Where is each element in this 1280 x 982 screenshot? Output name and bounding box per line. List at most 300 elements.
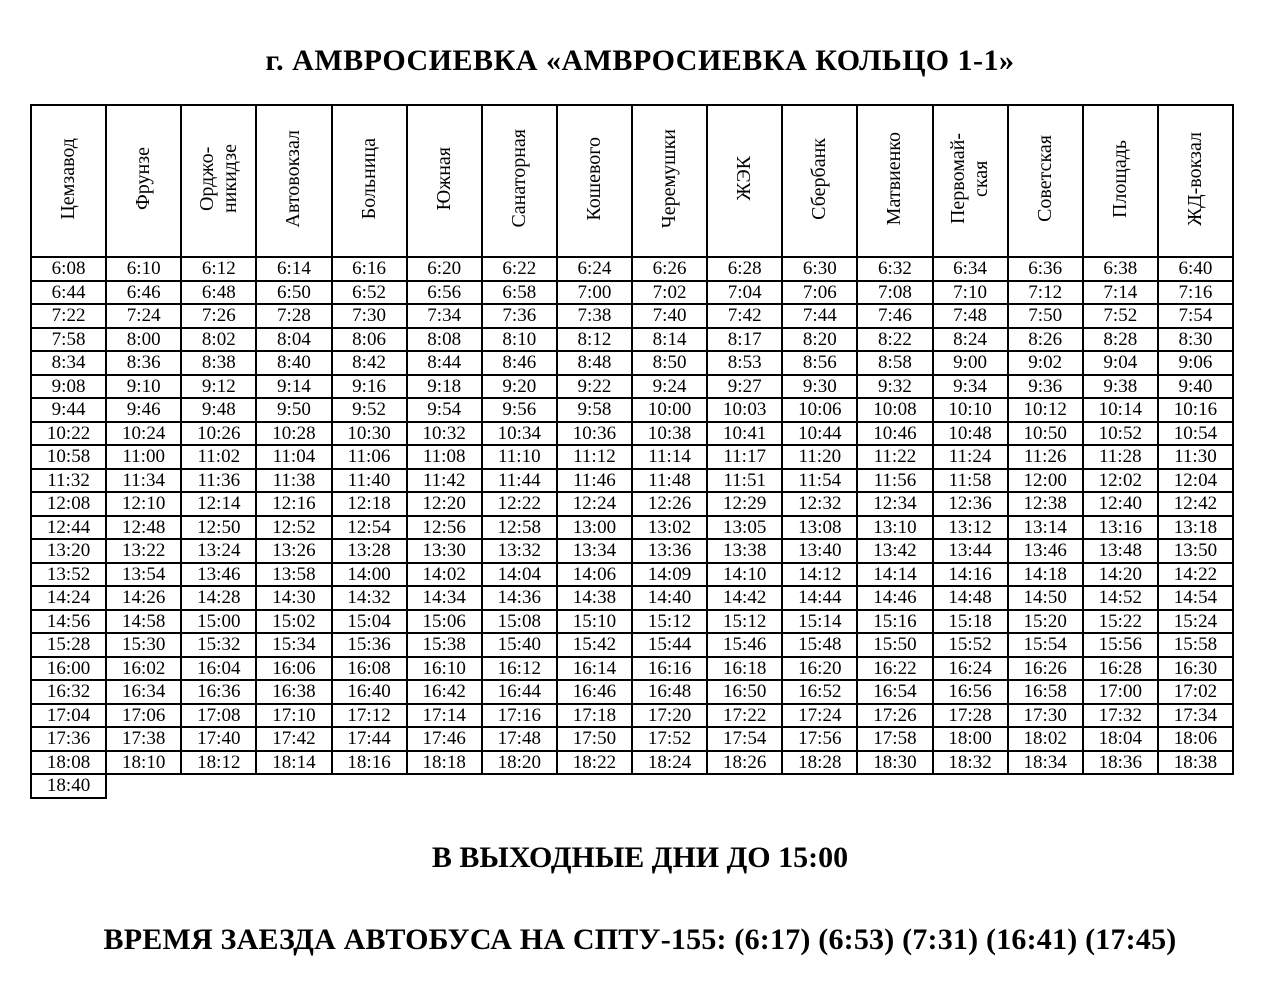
time-cell: 17:26 — [857, 704, 932, 728]
column-header — [482, 105, 557, 257]
time-cell: 12:18 — [332, 492, 407, 516]
time-cell: 14:20 — [1083, 563, 1158, 587]
table-row — [31, 422, 1233, 446]
time-cell: 9:10 — [106, 375, 181, 399]
time-cell: 6:20 — [407, 257, 482, 281]
time-cell: 11:20 — [782, 445, 857, 469]
time-cell: 10:10 — [933, 398, 1008, 422]
empty-cell — [857, 774, 932, 798]
time-cell: 13:24 — [181, 539, 256, 563]
column-header — [332, 105, 407, 257]
time-cell: 7:26 — [181, 304, 256, 328]
time-cell: 10:32 — [407, 422, 482, 446]
time-cell: 17:14 — [407, 704, 482, 728]
column-header — [1083, 105, 1158, 257]
time-cell: 16:02 — [106, 657, 181, 681]
time-cell: 13:05 — [707, 516, 782, 540]
empty-cell — [1158, 774, 1233, 798]
time-cell: 15:42 — [557, 633, 632, 657]
time-cell: 8:26 — [1008, 328, 1083, 352]
time-cell: 18:10 — [106, 751, 181, 775]
time-cell: 10:03 — [707, 398, 782, 422]
time-cell: 17:22 — [707, 704, 782, 728]
column-header-label: Сбербанк — [808, 137, 831, 220]
empty-cell — [933, 774, 1008, 798]
table-row — [31, 563, 1233, 587]
time-cell: 15:38 — [407, 633, 482, 657]
time-cell: 12:34 — [857, 492, 932, 516]
column-header-label: ЖЭК — [733, 156, 756, 201]
time-cell: 9:30 — [782, 375, 857, 399]
time-cell: 10:12 — [1008, 398, 1083, 422]
time-cell: 18:08 — [31, 751, 106, 775]
table-row — [31, 351, 1233, 375]
time-cell: 11:48 — [632, 469, 707, 493]
time-cell: 16:50 — [707, 680, 782, 704]
time-cell: 11:40 — [332, 469, 407, 493]
column-header — [256, 105, 331, 257]
time-cell: 12:32 — [782, 492, 857, 516]
time-cell: 10:38 — [632, 422, 707, 446]
time-cell: 14:46 — [857, 586, 932, 610]
time-cell: 16:30 — [1158, 657, 1233, 681]
time-cell: 17:12 — [332, 704, 407, 728]
time-cell: 15:48 — [782, 633, 857, 657]
time-cell: 16:12 — [482, 657, 557, 681]
time-cell: 17:56 — [782, 727, 857, 751]
time-cell: 15:24 — [1158, 610, 1233, 634]
column-header — [857, 105, 932, 257]
time-cell: 8:10 — [482, 328, 557, 352]
time-cell: 17:48 — [482, 727, 557, 751]
time-cell: 9:18 — [407, 375, 482, 399]
time-cell: 6:16 — [332, 257, 407, 281]
time-cell: 7:04 — [707, 281, 782, 305]
time-cell: 8:12 — [557, 328, 632, 352]
time-cell: 11:32 — [31, 469, 106, 493]
time-cell: 6:10 — [106, 257, 181, 281]
time-cell: 14:12 — [782, 563, 857, 587]
time-cell: 10:24 — [106, 422, 181, 446]
time-cell: 15:34 — [256, 633, 331, 657]
time-cell: 13:54 — [106, 563, 181, 587]
time-cell: 18:14 — [256, 751, 331, 775]
time-cell: 16:52 — [782, 680, 857, 704]
time-cell: 13:30 — [407, 539, 482, 563]
time-cell: 17:18 — [557, 704, 632, 728]
time-cell: 17:34 — [1158, 704, 1233, 728]
time-cell: 16:16 — [632, 657, 707, 681]
time-cell: 9:52 — [332, 398, 407, 422]
time-cell: 9:06 — [1158, 351, 1233, 375]
column-header — [782, 105, 857, 257]
table-row — [31, 680, 1233, 704]
time-cell: 7:24 — [106, 304, 181, 328]
time-cell: 8:30 — [1158, 328, 1233, 352]
time-cell: 9:14 — [256, 375, 331, 399]
time-cell: 10:34 — [482, 422, 557, 446]
time-cell: 12:26 — [632, 492, 707, 516]
table-row — [31, 539, 1233, 563]
time-cell: 11:56 — [857, 469, 932, 493]
time-cell: 13:00 — [557, 516, 632, 540]
time-cell: 12:10 — [106, 492, 181, 516]
schedule-body — [31, 257, 1233, 798]
time-cell: 11:38 — [256, 469, 331, 493]
time-cell: 18:28 — [782, 751, 857, 775]
time-cell: 14:10 — [707, 563, 782, 587]
time-cell: 11:08 — [407, 445, 482, 469]
time-cell: 17:10 — [256, 704, 331, 728]
time-cell: 10:30 — [332, 422, 407, 446]
time-cell: 9:00 — [933, 351, 1008, 375]
time-cell: 7:42 — [707, 304, 782, 328]
time-cell: 8:50 — [632, 351, 707, 375]
time-cell: 11:10 — [482, 445, 557, 469]
time-cell: 15:36 — [332, 633, 407, 657]
empty-cell — [557, 774, 632, 798]
time-cell: 11:06 — [332, 445, 407, 469]
time-cell: 11:54 — [782, 469, 857, 493]
time-cell: 6:38 — [1083, 257, 1158, 281]
time-cell: 13:14 — [1008, 516, 1083, 540]
time-cell: 11:24 — [933, 445, 1008, 469]
time-cell: 6:34 — [933, 257, 1008, 281]
empty-cell — [1083, 774, 1158, 798]
table-row — [31, 281, 1233, 305]
time-cell: 17:02 — [1158, 680, 1233, 704]
time-cell: 8:08 — [407, 328, 482, 352]
time-cell: 13:52 — [31, 563, 106, 587]
time-cell: 16:10 — [407, 657, 482, 681]
time-cell: 9:46 — [106, 398, 181, 422]
time-cell: 6:12 — [181, 257, 256, 281]
time-cell: 12:24 — [557, 492, 632, 516]
time-cell: 13:50 — [1158, 539, 1233, 563]
time-cell: 12:36 — [933, 492, 1008, 516]
time-cell: 8:22 — [857, 328, 932, 352]
time-cell: 17:30 — [1008, 704, 1083, 728]
time-cell: 17:42 — [256, 727, 331, 751]
time-cell: 15:40 — [482, 633, 557, 657]
time-cell: 11:17 — [707, 445, 782, 469]
time-cell: 9:54 — [407, 398, 482, 422]
time-cell: 18:38 — [1158, 751, 1233, 775]
time-cell: 12:56 — [407, 516, 482, 540]
time-cell: 9:34 — [933, 375, 1008, 399]
time-cell: 15:16 — [857, 610, 932, 634]
time-cell: 11:46 — [557, 469, 632, 493]
time-cell: 18:34 — [1008, 751, 1083, 775]
time-cell: 7:34 — [407, 304, 482, 328]
time-cell: 16:48 — [632, 680, 707, 704]
time-cell: 14:54 — [1158, 586, 1233, 610]
time-cell: 17:38 — [106, 727, 181, 751]
empty-cell — [181, 774, 256, 798]
time-cell: 12:42 — [1158, 492, 1233, 516]
empty-cell — [1008, 774, 1083, 798]
time-cell: 7:16 — [1158, 281, 1233, 305]
time-cell: 9:20 — [482, 375, 557, 399]
time-cell: 9:04 — [1083, 351, 1158, 375]
time-cell: 15:18 — [933, 610, 1008, 634]
time-cell: 8:17 — [707, 328, 782, 352]
table-row — [31, 774, 1233, 798]
time-cell: 9:24 — [632, 375, 707, 399]
time-cell: 16:58 — [1008, 680, 1083, 704]
time-cell: 13:28 — [332, 539, 407, 563]
table-row — [31, 516, 1233, 540]
table-row — [31, 304, 1233, 328]
time-cell: 12:14 — [181, 492, 256, 516]
time-cell: 6:24 — [557, 257, 632, 281]
column-header — [933, 105, 1008, 257]
time-cell: 15:14 — [782, 610, 857, 634]
time-cell: 8:40 — [256, 351, 331, 375]
time-cell: 16:14 — [557, 657, 632, 681]
time-cell: 13:36 — [632, 539, 707, 563]
time-cell: 12:20 — [407, 492, 482, 516]
time-cell: 7:12 — [1008, 281, 1083, 305]
time-cell: 14:34 — [407, 586, 482, 610]
time-cell: 14:14 — [857, 563, 932, 587]
time-cell: 12:02 — [1083, 469, 1158, 493]
column-header-label: Фрунзе — [132, 146, 155, 211]
schedule-header — [31, 105, 1233, 257]
time-cell: 15:10 — [557, 610, 632, 634]
time-cell: 18:18 — [407, 751, 482, 775]
column-header-label: Советская — [1033, 135, 1056, 222]
column-header-label: Санаторная — [507, 129, 530, 228]
time-cell: 17:58 — [857, 727, 932, 751]
time-cell: 7:36 — [482, 304, 557, 328]
table-row — [31, 610, 1233, 634]
time-cell: 18:06 — [1158, 727, 1233, 751]
time-cell: 8:58 — [857, 351, 932, 375]
empty-cell — [332, 774, 407, 798]
time-cell: 16:38 — [256, 680, 331, 704]
time-cell: 18:00 — [933, 727, 1008, 751]
time-cell: 17:00 — [1083, 680, 1158, 704]
column-header — [557, 105, 632, 257]
time-cell: 6:36 — [1008, 257, 1083, 281]
time-cell: 10:46 — [857, 422, 932, 446]
time-cell: 10:41 — [707, 422, 782, 446]
time-cell: 11:02 — [181, 445, 256, 469]
time-cell: 16:06 — [256, 657, 331, 681]
time-cell: 18:12 — [181, 751, 256, 775]
time-cell: 6:28 — [707, 257, 782, 281]
time-cell: 8:36 — [106, 351, 181, 375]
time-cell: 11:00 — [106, 445, 181, 469]
time-cell: 11:12 — [557, 445, 632, 469]
time-cell: 12:04 — [1158, 469, 1233, 493]
time-cell: 17:24 — [782, 704, 857, 728]
column-header-label: Орджо- никидзе — [195, 143, 241, 214]
time-cell: 17:36 — [31, 727, 106, 751]
time-cell: 12:52 — [256, 516, 331, 540]
time-cell: 16:24 — [933, 657, 1008, 681]
time-cell: 8:44 — [407, 351, 482, 375]
time-cell: 17:08 — [181, 704, 256, 728]
time-cell: 8:46 — [482, 351, 557, 375]
column-header-label: Цемзавод — [57, 137, 80, 220]
time-cell: 9:02 — [1008, 351, 1083, 375]
time-cell: 18:22 — [557, 751, 632, 775]
time-cell: 6:22 — [482, 257, 557, 281]
time-cell: 12:08 — [31, 492, 106, 516]
table-row — [31, 751, 1233, 775]
time-cell: 13:42 — [857, 539, 932, 563]
time-cell: 7:58 — [31, 328, 106, 352]
time-cell: 14:00 — [332, 563, 407, 587]
time-cell: 11:04 — [256, 445, 331, 469]
time-cell: 17:54 — [707, 727, 782, 751]
time-cell: 14:28 — [181, 586, 256, 610]
time-cell: 14:52 — [1083, 586, 1158, 610]
column-header-label: Площадь — [1108, 139, 1131, 218]
time-cell: 14:06 — [557, 563, 632, 587]
time-cell: 18:30 — [857, 751, 932, 775]
time-cell: 9:40 — [1158, 375, 1233, 399]
time-cell: 7:54 — [1158, 304, 1233, 328]
time-cell: 14:50 — [1008, 586, 1083, 610]
time-cell: 10:22 — [31, 422, 106, 446]
time-cell: 8:20 — [782, 328, 857, 352]
time-cell: 7:52 — [1083, 304, 1158, 328]
time-cell: 15:00 — [181, 610, 256, 634]
time-cell: 17:06 — [106, 704, 181, 728]
time-cell: 10:36 — [557, 422, 632, 446]
column-header — [106, 105, 181, 257]
column-header-label: Первомай- ская — [947, 132, 993, 224]
time-cell: 10:50 — [1008, 422, 1083, 446]
time-cell: 9:12 — [181, 375, 256, 399]
time-cell: 13:34 — [557, 539, 632, 563]
table-row — [31, 704, 1233, 728]
time-cell: 6:14 — [256, 257, 331, 281]
table-row — [31, 586, 1233, 610]
time-cell: 8:04 — [256, 328, 331, 352]
time-cell: 11:28 — [1083, 445, 1158, 469]
time-cell: 14:04 — [482, 563, 557, 587]
time-cell: 16:04 — [181, 657, 256, 681]
time-cell: 15:12 — [632, 610, 707, 634]
column-header-label: Кошевого — [582, 136, 605, 221]
time-cell: 6:58 — [482, 281, 557, 305]
column-header-label: Черемушки — [658, 128, 681, 229]
time-cell: 8:06 — [332, 328, 407, 352]
time-cell: 14:36 — [482, 586, 557, 610]
schedule-table — [30, 104, 1234, 799]
time-cell: 16:46 — [557, 680, 632, 704]
header-row — [31, 105, 1233, 257]
time-cell: 9:44 — [31, 398, 106, 422]
time-cell: 10:08 — [857, 398, 932, 422]
time-cell: 12:29 — [707, 492, 782, 516]
time-cell: 9:27 — [707, 375, 782, 399]
time-cell: 10:28 — [256, 422, 331, 446]
time-cell: 7:48 — [933, 304, 1008, 328]
time-cell: 13:18 — [1158, 516, 1233, 540]
time-cell: 15:06 — [407, 610, 482, 634]
time-cell: 16:20 — [782, 657, 857, 681]
time-cell: 18:40 — [31, 774, 106, 798]
time-cell: 13:12 — [933, 516, 1008, 540]
column-header-label: Матвиенко — [883, 131, 906, 226]
time-cell: 18:04 — [1083, 727, 1158, 751]
time-cell: 13:32 — [482, 539, 557, 563]
time-cell: 12:40 — [1083, 492, 1158, 516]
column-header — [707, 105, 782, 257]
time-cell: 14:24 — [31, 586, 106, 610]
time-cell: 7:44 — [782, 304, 857, 328]
time-cell: 12:50 — [181, 516, 256, 540]
table-row — [31, 492, 1233, 516]
time-cell: 14:02 — [407, 563, 482, 587]
time-cell: 17:44 — [332, 727, 407, 751]
time-cell: 6:44 — [31, 281, 106, 305]
time-cell: 16:36 — [181, 680, 256, 704]
time-cell: 13:08 — [782, 516, 857, 540]
time-cell: 11:30 — [1158, 445, 1233, 469]
time-cell: 6:32 — [857, 257, 932, 281]
time-cell: 7:22 — [31, 304, 106, 328]
time-cell: 13:20 — [31, 539, 106, 563]
time-cell: 13:44 — [933, 539, 1008, 563]
time-cell: 15:44 — [632, 633, 707, 657]
time-cell: 7:14 — [1083, 281, 1158, 305]
time-cell: 12:22 — [482, 492, 557, 516]
time-cell: 10:58 — [31, 445, 106, 469]
table-row — [31, 633, 1233, 657]
time-cell: 17:32 — [1083, 704, 1158, 728]
time-cell: 7:00 — [557, 281, 632, 305]
time-cell: 7:10 — [933, 281, 1008, 305]
time-cell: 16:56 — [933, 680, 1008, 704]
column-header-label: Больница — [357, 137, 380, 220]
time-cell: 11:58 — [933, 469, 1008, 493]
time-cell: 17:20 — [632, 704, 707, 728]
time-cell: 13:38 — [707, 539, 782, 563]
time-cell: 15:50 — [857, 633, 932, 657]
time-cell: 16:40 — [332, 680, 407, 704]
table-row — [31, 375, 1233, 399]
time-cell: 14:09 — [632, 563, 707, 587]
table-row — [31, 328, 1233, 352]
column-header-label: ЖД-вокзал — [1183, 131, 1206, 226]
empty-cell — [256, 774, 331, 798]
time-cell: 13:48 — [1083, 539, 1158, 563]
time-cell: 10:14 — [1083, 398, 1158, 422]
time-cell: 16:44 — [482, 680, 557, 704]
time-cell: 9:58 — [557, 398, 632, 422]
time-cell: 12:48 — [106, 516, 181, 540]
time-cell: 9:08 — [31, 375, 106, 399]
time-cell: 14:58 — [106, 610, 181, 634]
time-cell: 9:32 — [857, 375, 932, 399]
time-cell: 8:56 — [782, 351, 857, 375]
time-cell: 7:28 — [256, 304, 331, 328]
time-cell: 8:14 — [632, 328, 707, 352]
time-cell: 16:18 — [707, 657, 782, 681]
time-cell: 6:46 — [106, 281, 181, 305]
time-cell: 8:28 — [1083, 328, 1158, 352]
time-cell: 15:58 — [1158, 633, 1233, 657]
time-cell: 10:52 — [1083, 422, 1158, 446]
time-cell: 11:22 — [857, 445, 932, 469]
time-cell: 16:28 — [1083, 657, 1158, 681]
